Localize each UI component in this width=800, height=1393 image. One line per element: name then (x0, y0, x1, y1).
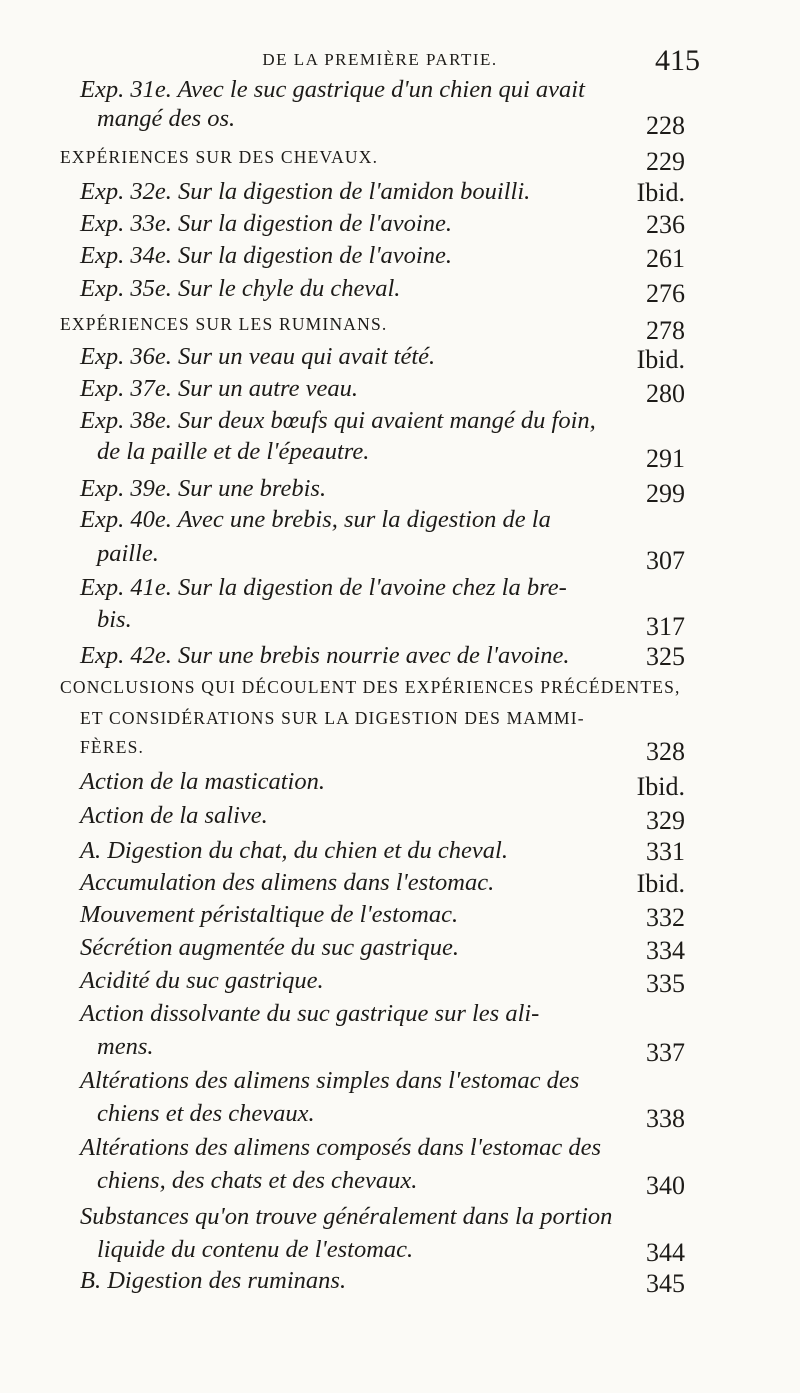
toc-entry-text: Exp. 40e. Avec une brebis, sur la digestion de la (80, 506, 551, 533)
toc-entry-text: bis. (97, 606, 132, 633)
toc-page-number: Ibid. (636, 178, 685, 207)
toc-page-number: 345 (646, 1269, 685, 1298)
toc-entry-text: Exp. 33e. Sur la digestion de l'avoine. (80, 210, 452, 237)
toc-page-number: 236 (646, 210, 685, 239)
running-head (60, 44, 700, 80)
toc-entry-text: Exp. 39e. Sur une brebis. (80, 475, 327, 502)
toc-entry-text: mens. (97, 1033, 154, 1060)
toc-page-number: 307 (646, 546, 685, 575)
toc-page-number: 340 (646, 1171, 685, 1200)
toc-section-heading: EXPÉRIENCES SUR LES RUMINANS. (60, 314, 388, 334)
toc-entry-text: Exp. 32e. Sur la digestion de l'amidon bouilli. (80, 178, 531, 205)
toc-entry-text: Substances qu'on trouve généralement dans la portion (80, 1203, 613, 1230)
toc-entry-text: Exp. 38e. Sur deux bœufs qui avaient mangé du foin, (80, 407, 596, 434)
toc-page-number: 276 (646, 279, 685, 308)
toc-entry-text: chiens et des chevaux. (97, 1100, 315, 1127)
toc-entry-text: Sécrétion augmentée du suc gastrique. (80, 934, 459, 961)
toc-page-number: 329 (646, 806, 685, 835)
toc-entry-text: Action de la mastication. (80, 768, 325, 795)
toc-section-heading: FÈRES. (80, 737, 145, 757)
toc-entry-text: paille. (97, 540, 159, 567)
toc-entry-text: Altérations des alimens simples dans l'estomac des (80, 1067, 580, 1094)
toc-entry-text: de la paille et de l'épeautre. (97, 438, 370, 465)
toc-page-number: 317 (646, 612, 685, 641)
toc-entry-text: Exp. 31e. Avec le suc gastrique d'un chien qui avait (80, 76, 585, 103)
toc-page-number: 337 (646, 1038, 685, 1067)
toc-entry-text: A. Digestion du chat, du chien et du cheval. (80, 837, 508, 864)
toc-page-number: 299 (646, 479, 685, 508)
toc-page-number: 331 (646, 837, 685, 866)
running-head-title: DE LA PREMIÈRE PARTIE. (262, 50, 498, 69)
toc-page-number: 280 (646, 379, 685, 408)
toc-page-number: 335 (646, 969, 685, 998)
toc-entry-text: Exp. 34e. Sur la digestion de l'avoine. (80, 242, 452, 269)
toc-page-number: Ibid. (636, 345, 685, 374)
toc-page-number: 338 (646, 1104, 685, 1133)
toc-page-number: 344 (646, 1238, 685, 1267)
toc-page-number: 325 (646, 642, 685, 671)
toc-entry-text: Exp. 36e. Sur un veau qui avait tété. (80, 343, 436, 370)
toc-page-number: 228 (646, 111, 685, 140)
toc-entry-text: Mouvement péristaltique de l'estomac. (80, 901, 459, 928)
toc-entry-text: Exp. 37e. Sur un autre veau. (80, 375, 359, 402)
toc-entry-text: mangé des os. (97, 105, 236, 132)
toc-entry-text: Exp. 42e. Sur une brebis nourrie avec de l'avoine. (80, 642, 570, 669)
toc-page-number: 291 (646, 444, 685, 473)
toc-section-heading: CONCLUSIONS QUI DÉCOULENT DES EXPÉRIENCES PRÉCÉDENTES, (60, 677, 681, 697)
toc-section-heading: ET CONSIDÉRATIONS SUR LA DIGESTION DES MAMMI- (80, 708, 585, 728)
toc-entry-text: Exp. 35e. Sur le chyle du cheval. (80, 275, 401, 302)
toc-entry-text: Accumulation des alimens dans l'estomac. (80, 869, 495, 896)
toc-section-heading: EXPÉRIENCES SUR DES CHEVAUX. (60, 147, 379, 167)
toc-entry-text: Action de la salive. (80, 802, 268, 829)
toc-page-number: Ibid. (636, 869, 685, 898)
toc-page-number: 229 (646, 147, 685, 176)
toc-page-number: 328 (646, 737, 685, 766)
toc-entry-text: liquide du contenu de l'estomac. (97, 1236, 414, 1263)
toc-page-number: 334 (646, 936, 685, 965)
toc-entry-text: B. Digestion des ruminans. (80, 1267, 347, 1294)
toc-entry-text: chiens, des chats et des chevaux. (97, 1167, 418, 1194)
toc-entry-text: Action dissolvante du suc gastrique sur les ali- (80, 1000, 540, 1027)
toc-page-number: 332 (646, 903, 685, 932)
toc-entry-text: Acidité du suc gastrique. (80, 967, 324, 994)
toc-page-number: 261 (646, 244, 685, 273)
toc-page-number: 278 (646, 316, 685, 345)
toc-entry-text: Exp. 41e. Sur la digestion de l'avoine chez la bre- (80, 574, 567, 601)
toc-entry-text: Altérations des alimens composés dans l'estomac des (80, 1134, 602, 1161)
toc-page-number: Ibid. (636, 772, 685, 801)
running-head-page-number: 415 (655, 44, 700, 77)
